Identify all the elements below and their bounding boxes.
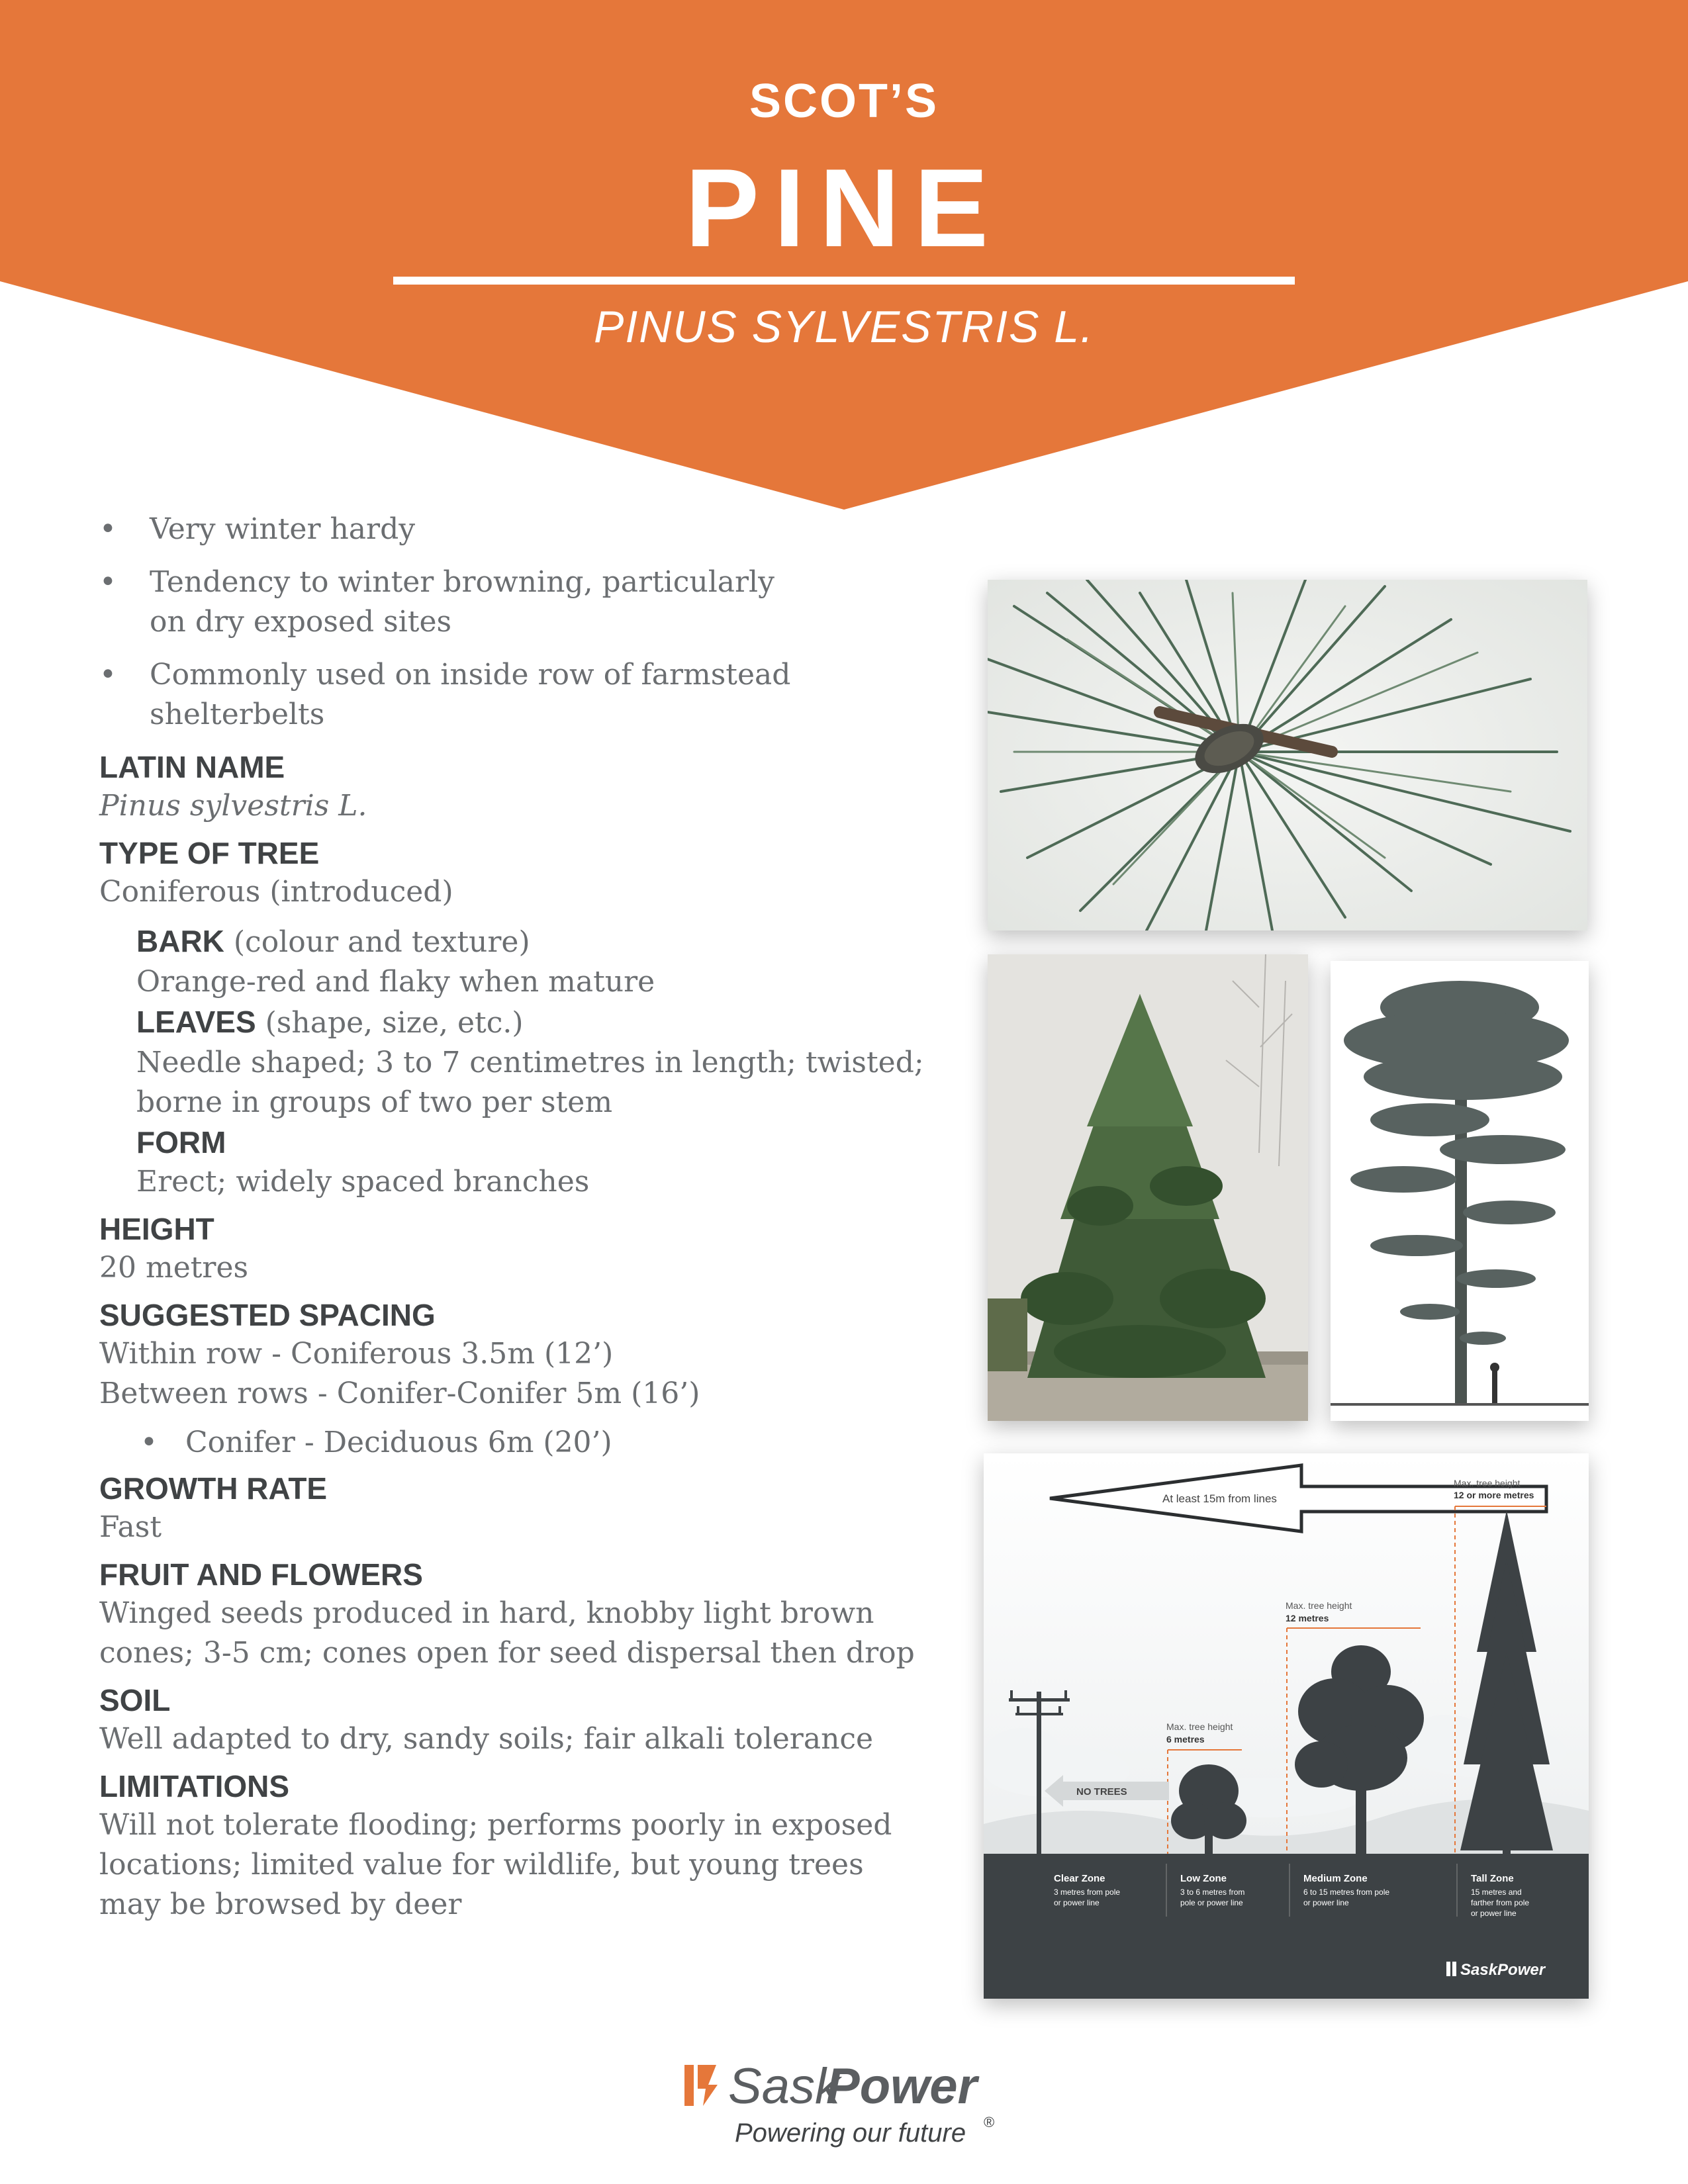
svg-text:farther from pole: farther from pole [1471,1898,1530,1907]
bark-value: Orange-red and flaky when mature [136,965,655,999]
svg-text:or power line: or power line [1054,1898,1100,1907]
limitations-value-line: locations; limited value for wildlife, but young trees [99,1848,864,1882]
highlight-item: • Very winter hardy [99,510,960,549]
form-value: Erect; widely spaced branches [136,1165,590,1199]
young-tree-illustration [988,954,1308,1421]
spacing-value-line: Within row - Coniferous 3.5m (12’) [99,1337,614,1371]
zone-diagram-svg [984,1453,1589,1999]
power-line-zone-diagram [984,1453,1589,1999]
fruit-value-line: Winged seeds produced in hard, knobby light brown [99,1596,874,1630]
leaves-note: (shape, size, etc.) [265,1006,524,1040]
svg-text:Clear Zone: Clear Zone [1054,1873,1105,1884]
limitations-value-line: may be browsed by deer [99,1888,462,1921]
svg-text:12 metres: 12 metres [1286,1613,1329,1623]
bullet-glyph: • [99,512,117,546]
page-subtitle: PINUS SYLVESTRIS L. [593,302,1095,352]
title-rule [393,277,1295,285]
limitations-heading: LIMITATIONS [99,1769,290,1803]
tree-type-heading: TYPE OF TREE [99,836,320,870]
svg-text:SaskPower: SaskPower [1460,1961,1546,1979]
tree-type-value: Coniferous (introduced) [99,875,453,909]
young-tree-photo [988,954,1308,1421]
svg-text:12 or more metres: 12 or more metres [1454,1490,1534,1500]
spacing-sub-item: • Conifer - Deciduous 6m (20’) [99,1423,960,1463]
leaves-heading: LEAVES [136,1005,256,1039]
bark-note: (colour and texture) [233,925,530,959]
latin-name-value: Pinus sylvestris L. [99,789,367,823]
svg-text:pole or power line: pole or power line [1180,1898,1243,1907]
svg-text:6 to 15 metres from pole: 6 to 15 metres from pole [1303,1888,1390,1897]
spacing-heading: SUGGESTED SPACING [99,1298,436,1332]
svg-text:Low Zone: Low Zone [1180,1873,1227,1884]
svg-text:Max. tree height: Max. tree height [1166,1721,1233,1732]
growth-value: Fast [99,1510,162,1544]
features-block [99,921,960,1202]
svg-text:Tall Zone: Tall Zone [1471,1873,1514,1884]
svg-text:or power line: or power line [1471,1909,1517,1918]
needles-closeup-photo [988,580,1587,931]
registered-mark: ® [984,2114,995,2130]
limitations-value-line: Will not tolerate flooding; performs poorly in exposed [99,1808,892,1842]
fruit-value-line: cones; 3-5 cm; cones open for seed dispersal then drop [99,1636,915,1670]
latin-name-heading: LATIN NAME [99,750,285,784]
mature-tree-photo [1331,961,1589,1421]
svg-text:15 metres and: 15 metres and [1471,1888,1522,1897]
header-kicker: SCOT’S [749,75,939,128]
svg-text:At least 15m from lines: At least 15m from lines [1162,1492,1277,1505]
bullet-glyph: • [99,565,117,599]
saskpower-logo [682,2057,1026,2156]
highlight-item: • Tendency to winter browning, particularly on dry exposed sites [99,563,812,642]
svg-text:Medium Zone: Medium Zone [1303,1873,1368,1884]
svg-text:Max. tree height: Max. tree height [1286,1600,1352,1611]
brand-regular: Sask [728,2058,840,2115]
height-value: 20 metres [99,1251,249,1285]
page-title: PINE [684,146,1004,270]
species-details [99,510,960,1925]
saskpower-mark-icon [684,2065,718,2106]
leaves-value-line: borne in groups of two per stem [136,1085,613,1119]
tagline: Powering our future [735,2118,966,2148]
fruit-heading: FRUIT AND FLOWERS [99,1557,423,1592]
soil-heading: SOIL [99,1683,171,1717]
svg-text:3 to 6 metres from: 3 to 6 metres from [1180,1888,1245,1897]
soil-value: Well adapted to dry, sandy soils; fair alkali tolerance [99,1722,874,1756]
svg-text:Max. tree height: Max. tree height [1454,1478,1521,1488]
svg-text:NO TREES: NO TREES [1076,1786,1127,1797]
needles-illustration [988,580,1587,931]
height-heading: HEIGHT [99,1212,214,1246]
svg-text:or power line: or power line [1303,1898,1349,1907]
svg-text:6 metres: 6 metres [1166,1734,1205,1745]
bullet-glyph: • [99,658,117,692]
highlights-list [99,510,960,735]
bark-heading: BARK [136,924,224,958]
leaves-value-line: Needle shaped; 3 to 7 centimetres in length; twisted; [136,1046,924,1079]
brand-bold: Power [826,2058,978,2115]
spacing-value-line: Between rows - Conifer-Conifer 5m (16’) [99,1377,700,1410]
highlight-item: • Commonly used on inside row of farmstead shelterbelts [99,655,865,735]
svg-text:3 metres from pole: 3 metres from pole [1054,1888,1121,1897]
growth-heading: GROWTH RATE [99,1471,328,1506]
form-heading: FORM [136,1125,226,1160]
mature-tree-illustration [1331,961,1589,1421]
saskpower-logo-svg [682,2057,1026,2156]
bullet-glyph: • [140,1426,158,1459]
